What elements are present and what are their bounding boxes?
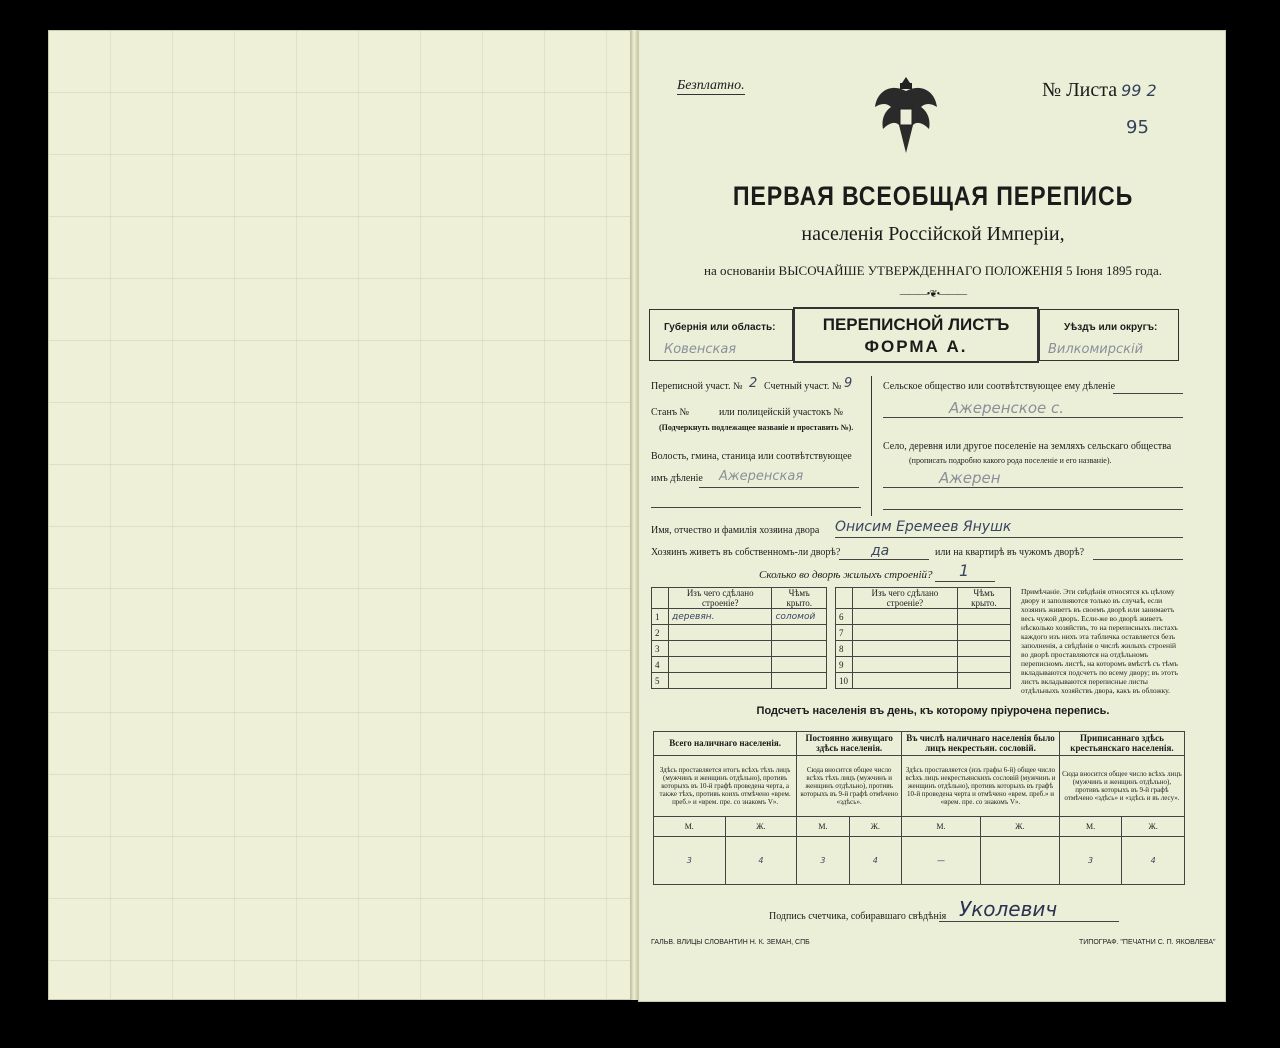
footer-left: ГАЛЬВ. ВЛИЦЫ СЛОВАНТИН Н. К. ЗЕМАН, СПБ — [651, 939, 810, 946]
table-row — [652, 673, 827, 689]
table-row — [652, 625, 827, 641]
page-ruling — [49, 31, 633, 999]
own-yard-line — [839, 559, 929, 560]
row-roof: соломой — [772, 609, 827, 625]
f-label: Ж. — [980, 816, 1059, 836]
row-material — [669, 673, 772, 689]
col-peasant-desc: Сюда вносится общее число всѣхъ лицъ (мужчинъ и женщинъ отдѣльно), противъ которыхъ въ 9-й графѣ отмѣчено «здѣсь» и «здѣсь и въ лесу». — [1059, 755, 1184, 816]
population-table — [653, 731, 1185, 885]
table-row — [836, 625, 1011, 641]
signature-line — [939, 921, 1119, 922]
col-total-title: Всего наличнаго населенія. — [654, 732, 797, 756]
row-material: деревян. — [669, 609, 772, 625]
province-box — [649, 309, 793, 361]
footer-right: ТИПОГРАФ. "ПЕЧАТНИ С. П. ЯКОВЛЕВА" — [1079, 939, 1216, 946]
row-material — [669, 641, 772, 657]
dwelling-table-left — [651, 587, 827, 689]
counting-district-value: 9 — [844, 376, 853, 391]
total-male: 3 — [654, 836, 726, 884]
col-permanent-desc: Сюда вносится общее число всѣхъ тѣхъ лицъ (мужчинъ и женщинъ отдѣльно), противъ которыхъ въ 9-й графѣ отмѣчено «здѣсь». — [797, 755, 902, 816]
table-row — [652, 641, 827, 657]
form-title-box — [793, 307, 1039, 363]
own-yard-value: да — [871, 543, 890, 559]
book-spine — [630, 30, 638, 1000]
col-nonpeasant-title: Въ числѣ наличнаго населенія было лицъ некрестьян. сословій. — [902, 732, 1060, 756]
dwelling-note: Примѣчаніе. Эти свѣдѣнія относятся къ цѣлому двору и заполняются только въ случаѣ, если хозяинъ живетъ въ своемъ дворѣ или занимаетъ весь чужой дворъ. Если-же во дворѣ живетъ нѣсколько хозяйствъ, то на переписныхъ листахъ каждого изъ нихъ эта табличка оставляется безъ заполненія, а свѣдѣнія о числѣ жилыхъ строеній во дворѣ проставляются на отдѣльномъ переписномъ листѣ, на которомъ вмѣстѣ съ тѣмъ вкладываются подсчетъ по всему двору; въ этотъ листъ вкладываются переписные листы отдѣльныхъ хозяйствъ двора, какъ въ обложку. — [1021, 587, 1178, 695]
society-line — [1113, 393, 1183, 394]
table-row — [652, 609, 827, 625]
total-female: 4 — [725, 836, 797, 884]
row-number: 7 — [836, 625, 853, 641]
nonpeasant-male: — — [902, 836, 981, 884]
col-material-header: Изъ чего сдѣлано строеніе? — [669, 588, 772, 609]
village-value: Ажерен — [939, 469, 1001, 487]
counting-district-label: Счетный участ. № — [764, 381, 842, 392]
row-number: 5 — [652, 673, 669, 689]
census-district-value: 2 — [749, 376, 758, 391]
m-label: М. — [797, 816, 849, 836]
signature-value: Уколевич — [959, 897, 1058, 921]
village-note: (прописать подробно какого рода поселеніе и его названіе). — [909, 456, 1112, 465]
permanent-female: 4 — [849, 836, 902, 884]
stan-label: Станъ № — [651, 407, 690, 418]
f-label: Ж. — [725, 816, 797, 836]
own-yard-label: Хозяинъ живетъ въ собственномъ-ли дворѣ? — [651, 547, 841, 558]
row-roof — [772, 657, 827, 673]
peasant-male: 3 — [1059, 836, 1121, 884]
dwellings-line — [935, 581, 995, 582]
row-number: 6 — [836, 609, 853, 625]
legal-basis: на основаніи ВЫСОЧАЙШЕ УТВЕРЖДЕННАГО ПОЛОЖЕНІЯ 5 Іюня 1895 года. — [703, 263, 1163, 278]
row-number: 10 — [836, 673, 853, 689]
col-total-desc: Здѣсь проставляется итогъ всѣхъ тѣхъ лицъ (мужчинъ и женщинъ отдѣльно), противъ которыхъ въ 10-й графѣ проведена черта, а также тѣхъ, противъ коихъ отмѣчено «врем. преб.» и «врем. пре. со знакомъ V». — [654, 755, 797, 816]
page-subtitle: населенія Россійской Имперіи, — [801, 223, 1065, 245]
row-material — [669, 625, 772, 641]
row-number: 4 — [652, 657, 669, 673]
census-form-page — [638, 30, 1226, 1002]
row-roof — [772, 625, 827, 641]
ornament-divider: ———•❦•——— — [899, 289, 967, 300]
f-label: Ж. — [849, 816, 902, 836]
census-district-label: Переписной участ. — [651, 381, 731, 392]
row-number: 2 — [652, 625, 669, 641]
table-row — [836, 609, 1011, 625]
form-title-line-1: ПЕРЕПИСНОЙ ЛИСТЪ — [822, 315, 1010, 334]
underline-note: (Подчеркнуть подлежащее названіе и проставить №). — [659, 423, 854, 432]
table-row — [836, 673, 1011, 689]
province-label: Губернія или область: — [664, 322, 776, 333]
col-roof-header: Чѣмъ крыто. — [772, 588, 827, 609]
permanent-male: 3 — [797, 836, 849, 884]
table-row — [836, 641, 1011, 657]
volost-line-2 — [651, 507, 861, 508]
page-title: ПЕРВАЯ ВСЕОБЩАЯ ПЕРЕПИСЬ — [732, 181, 1134, 211]
apartment-label: или на квартирѣ въ чужомъ дворѣ? — [935, 547, 1085, 558]
peasant-female: 4 — [1122, 836, 1185, 884]
m-label: М. — [654, 816, 726, 836]
table-row — [836, 657, 1011, 673]
col-permanent-title: Постоянно живущаго здѣсь населенія. — [797, 732, 902, 756]
owner-name-label: Имя, отчество и фамилія хозяина двора — [651, 525, 820, 536]
population-heading: Подсчетъ населенія въ день, къ которому пріурочена перепись. — [756, 705, 1110, 717]
district-box — [1039, 309, 1179, 361]
row-number: 3 — [652, 641, 669, 657]
form-title-line-2: ФОРМА А. — [864, 337, 968, 356]
apartment-line — [1093, 559, 1183, 560]
sheet-number-handwritten: 99 2 — [1121, 81, 1157, 100]
double-headed-eagle-emblem-icon — [871, 73, 941, 159]
police-label: или полицейскій участокъ № — [719, 407, 844, 418]
dwelling-table-right — [835, 587, 1011, 689]
volost-line — [699, 487, 859, 488]
row-number: 9 — [836, 657, 853, 673]
owner-name-line — [835, 537, 1183, 538]
district-label: Уѣздъ или округъ: — [1064, 322, 1158, 333]
village-line-2 — [883, 509, 1183, 510]
sheet-number-handwritten-2: 95 — [1126, 117, 1149, 138]
society-value: Ажеренское с. — [949, 399, 1065, 417]
m-label: М. — [902, 816, 981, 836]
sheet-number — [1042, 79, 1157, 102]
number-sign-1: № — [733, 381, 743, 392]
volost-label: Волость, гмина, станица или соотвѣтствующее — [651, 451, 852, 462]
district-value: Вилкомирскій — [1048, 342, 1144, 357]
left-page — [48, 30, 634, 1000]
village-line — [883, 487, 1183, 488]
row-number: 1 — [652, 609, 669, 625]
row-roof — [772, 673, 827, 689]
free-label: Безплатно. — [677, 78, 745, 93]
row-roof — [772, 641, 827, 657]
col-roof-header: Чѣмъ крыто. — [957, 588, 1010, 609]
dwellings-value: 1 — [959, 561, 970, 580]
field-divider — [871, 376, 872, 516]
col-nonpeasant-desc: Здѣсь проставляется (изъ графы 6-й) общее число всѣхъ лицъ некрестьянскихъ сословій (мужчинъ и женщинъ отдѣльно), противъ которыхъ въ графѣ 10-й проведена черта и отмѣчено «врем. преб.» и «врем. пре. со знакомъ V». — [902, 755, 1060, 816]
sheet-number-label: № Листа — [1042, 79, 1118, 101]
f-label: Ж. — [1122, 816, 1185, 836]
col-material-header: Изъ чего сдѣлано строеніе? — [853, 588, 958, 609]
dwellings-label: Сколько во дворѣ жилыхъ строеній? — [759, 569, 933, 581]
province-value: Ковенская — [664, 342, 737, 357]
signature-label: Подпись счетчика, собиравшаго свѣдѣнія — [769, 911, 947, 922]
society-label: Сельское общество или соотвѣтствующее ему дѣленіе — [883, 381, 1116, 392]
volost-label-2: имъ дѣленіе — [651, 473, 703, 484]
village-label: Село, деревня или другое поселеніе на земляхъ сельскаго общества — [883, 441, 1172, 452]
row-material — [669, 657, 772, 673]
table-row — [652, 657, 827, 673]
society-line-2 — [883, 417, 1183, 418]
owner-name-value: Онисим Еремеев Янушк — [835, 519, 1012, 535]
col-peasant-title: Приписаннаго здѣсь крестьянскаго населенія. — [1059, 732, 1184, 756]
row-number: 8 — [836, 641, 853, 657]
m-label: М. — [1059, 816, 1121, 836]
nonpeasant-female — [980, 836, 1059, 884]
volost-value: Ажеренская — [719, 469, 804, 484]
